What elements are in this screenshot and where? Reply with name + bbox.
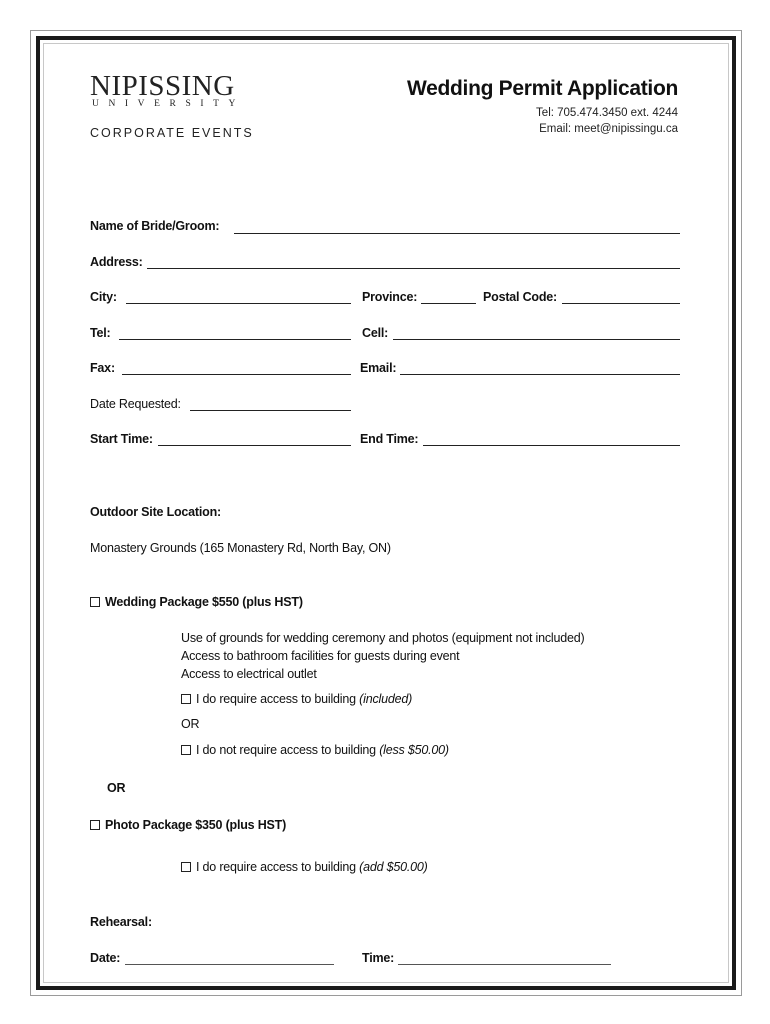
- require-building-option[interactable]: [181, 692, 412, 706]
- wedding-or-label: OR: [181, 717, 200, 731]
- postal-code-label: Postal Code:: [483, 290, 557, 304]
- bride-groom-label: Name of Bride/Groom:: [90, 219, 220, 233]
- photo-building-note: (add $50.00): [359, 860, 428, 874]
- tel-label: Tel:: [90, 326, 111, 340]
- require-building-text: I do require access to building: [196, 692, 360, 706]
- wedding-package-detail: Use of grounds for wedding ceremony and photos (equipment not included): [181, 631, 585, 645]
- cell-label: Cell:: [362, 326, 389, 340]
- end-time-field[interactable]: [423, 445, 680, 446]
- address-field[interactable]: [147, 268, 680, 269]
- package-or-label: OR: [107, 781, 126, 795]
- no-building-checkbox[interactable]: [181, 745, 191, 755]
- date-requested-field[interactable]: [190, 410, 351, 411]
- fax-field[interactable]: [122, 374, 351, 375]
- address-label: Address:: [90, 255, 143, 269]
- start-time-field[interactable]: [158, 445, 351, 446]
- province-label: Province:: [362, 290, 418, 304]
- photo-package-label: Photo Package $350 (plus HST): [105, 818, 287, 832]
- date-requested-label: Date Requested:: [90, 397, 181, 411]
- site-location-heading: Outdoor Site Location:: [90, 505, 222, 519]
- photo-package-option[interactable]: [90, 818, 286, 832]
- end-time-label: End Time:: [360, 432, 419, 446]
- require-building-checkbox[interactable]: [181, 694, 191, 704]
- city-label: City:: [90, 290, 117, 304]
- postal-code-field[interactable]: [562, 303, 680, 304]
- start-time-label: Start Time:: [90, 432, 153, 446]
- tel-field[interactable]: [119, 339, 351, 340]
- wedding-package-detail: Access to electrical outlet: [181, 667, 317, 681]
- fax-label: Fax:: [90, 361, 115, 375]
- corporate-events-label: CORPORATE EVENTS: [90, 126, 254, 140]
- rehearsal-time-label: Time:: [362, 951, 395, 965]
- contact-phone: Tel: 705.474.3450 ext. 4244: [536, 107, 678, 119]
- university-logo-subtitle: UNIVERSITY: [92, 99, 245, 109]
- site-location-text: Monastery Grounds (165 Monastery Rd, North Bay, ON): [90, 541, 391, 555]
- province-field[interactable]: [421, 303, 476, 304]
- wedding-package-option[interactable]: [90, 595, 303, 609]
- rehearsal-date-label: Date:: [90, 951, 121, 965]
- photo-building-text: I do require access to building: [196, 860, 360, 874]
- no-building-text: I do not require access to building: [196, 743, 380, 757]
- photo-building-checkbox[interactable]: [181, 862, 191, 872]
- photo-building-option[interactable]: [181, 860, 428, 874]
- form-title: Wedding Permit Application: [406, 77, 678, 100]
- photo-package-checkbox[interactable]: [90, 820, 100, 830]
- wedding-package-checkbox[interactable]: [90, 597, 100, 607]
- cell-field[interactable]: [393, 339, 680, 340]
- rehearsal-heading: Rehearsal:: [90, 915, 152, 929]
- bride-groom-field[interactable]: [234, 233, 680, 234]
- contact-email: Email: meet@nipissingu.ca: [539, 123, 678, 135]
- rehearsal-date-field[interactable]: [125, 964, 334, 965]
- wedding-package-detail: Access to bathroom facilities for guests during event: [181, 649, 460, 663]
- rehearsal-time-field[interactable]: [398, 964, 611, 965]
- no-building-option[interactable]: [181, 743, 449, 757]
- require-building-note: (included): [359, 692, 413, 706]
- wedding-package-label: Wedding Package $550 (plus HST): [105, 595, 303, 609]
- email-label: Email:: [360, 361, 397, 375]
- no-building-note: (less $50.00): [379, 743, 449, 757]
- city-field[interactable]: [126, 303, 351, 304]
- email-field[interactable]: [400, 374, 680, 375]
- university-logo-name: NIPISSING: [90, 70, 235, 102]
